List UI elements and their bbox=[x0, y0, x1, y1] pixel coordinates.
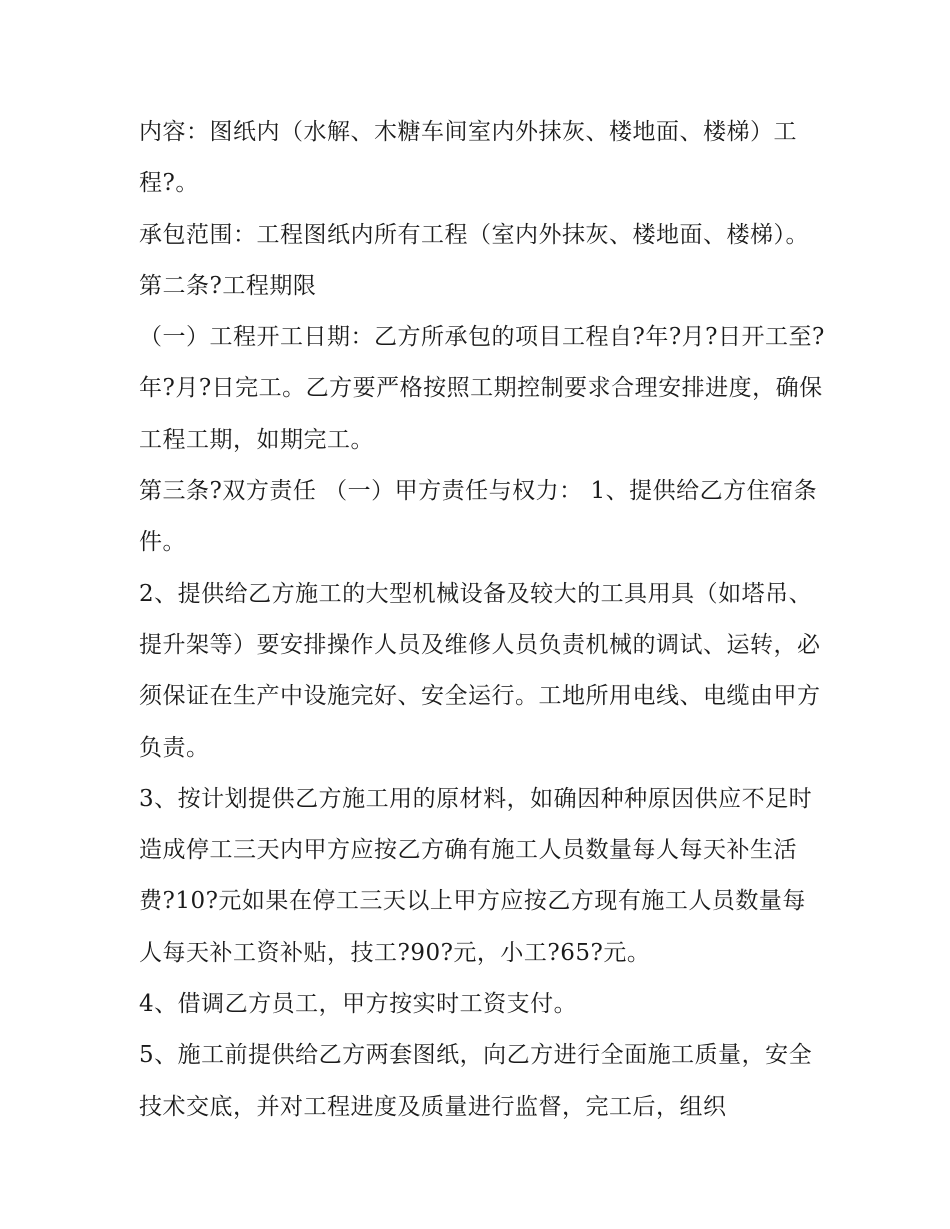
paragraph-item-3: 3、按计划提供乙方施工用的原材料，如确因种种原因供应不足时造成停工三天内甲方应按乙方确有施工人员数量每人每天补生活费?10?元如果在停工三天以上甲方应按乙方现有施工人员数量每人每天补工资补贴，技工?90?元，小工?65?元。 bbox=[139, 785, 813, 966]
paragraph-item-2: 2、提供给乙方施工的大型机械设备及较大的工具用具（如塔吊、提升架等）要安排操作人员及维修人员负责机械的调试、运转，必须保证在生产中设施完好、安全运行。工地所用电线、电缆由甲方负责。 bbox=[139, 580, 821, 761]
paragraph-scope: 承包范围：工程图纸内所有工程（室内外抹灰、楼地面、楼梯）。 第二条?工程期限 bbox=[139, 221, 809, 299]
paragraph-start-date: （一）工程开工日期：乙方所承包的项目工程自?年?月?日开工至?年?月?日完工。乙方要严格按照工期控制要求合理安排进度，确保工程工期，如期完工。 bbox=[139, 324, 825, 453]
document-body bbox=[139, 107, 829, 1133]
paragraph-party-a-duties: 第三条?双方责任 （一）甲方责任与权力： 1、提供给乙方住宿条件。 bbox=[139, 478, 818, 556]
paragraph-content: 内容：图纸内（水解、木糖车间室内外抹灰、楼地面、楼梯）工程?。 bbox=[139, 119, 797, 197]
paragraph-item-5: 5、施工前提供给乙方两套图纸，向乙方进行全面施工质量，安全技术交底，并对工程进度及质量进行监督，完工后，组织 bbox=[139, 1042, 813, 1120]
paragraph-item-4: 4、借调乙方员工，甲方按实时工资支付。 bbox=[139, 991, 578, 1018]
